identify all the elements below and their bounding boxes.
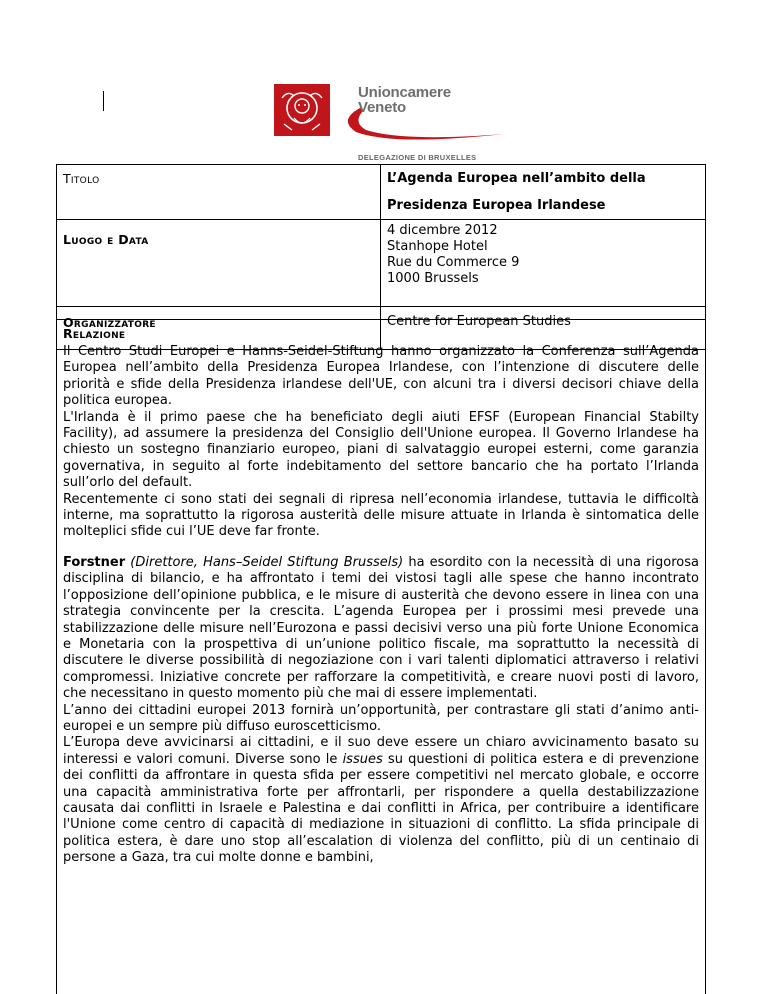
lion-emblem-icon	[274, 84, 330, 136]
organizzatore-label: Organizzatore	[63, 315, 156, 330]
organizzatore-value: Centre for European Studies	[387, 314, 571, 329]
unioncamere-logo	[274, 84, 477, 164]
speaker-name: Forstner	[63, 554, 126, 570]
row-titolo	[57, 165, 706, 220]
margin-mark	[103, 91, 104, 111]
paragraph-text: L’Europa deve avvicinarsi ai cittadini, e il suo deve essere un chiaro avvicinamento basato su interessi e valori comuni. Diverse sono le	[63, 735, 699, 767]
paragraph-text: ha esordito con la necessità di una rigorosa disciplina di bilancio, e ha affrontato i temi dei vistosi tagli alle spese che hanno incontrato l’opposizione dell’opinione pubblica, e le misure di austerità che devono essere in linea con una strategia convincente per la crescita. L’agenda Europea per i prossimi mesi prevede una stabilizzazione delle misure nell’Eurozona e passi decisivi verso una più forte Unione Economica e Monetaria con la prospettiva di un’unione politico fiscale, ma soprattutto la necessità di discutere le diverse possibilità di negoziazione con i vari talenti diplomatici attraverso i relativi compromessi. Iniziative concrete per rafforzare la competitività, e creare nuovi posti di lavoro, che necessitano in questo momento più che mai di essere implementati.	[63, 554, 699, 702]
luogo-label: Luogo e Data	[63, 232, 149, 247]
delegation-label: DELEGAZIONE DI BRUXELLES	[358, 153, 477, 162]
paragraph: Il Centro Studi Europei e Hanns-Seidel-Stiftung hanno organizzato la Conferenza sull’Agenda Europea nell’ambito della Presidenza Europea Irlandese, con l’intenzione di discutere delle priorità e sfide della Presidenza irlandese dell'UE, con alcuni tra i diversi decisori chiave della politica europea.	[63, 344, 699, 409]
paragraph-text: su questioni di politica estera e di prevenzione dei conflitti da affrontare in questa sfida per essere competitivi nel mercato globale, e occorre una capacità amministrativa forte per affrontarli, per rispondere a quella destabilizzazione causata dai conflitti in Israele e Palestina e dai conflitti in Africa, per contribuire a identificare l'Unione come centro di capacità di mediazione in situazioni di conflitto. La sfida principale di politica estera, è dare uno stop all’escalation di violenza del conflitto, più di un centinaio di persone a Gaza, tra cui molte donne e bambini,	[63, 751, 699, 866]
speaker-role: (Direttore, Hans–Seidel Stiftung Brussels)	[130, 554, 404, 570]
paragraph	[63, 735, 699, 866]
luogo-line: Rue du Commerce 9	[387, 255, 520, 270]
issues-term: issues	[342, 751, 383, 767]
luogo-line: 4 dicembre 2012	[387, 223, 498, 238]
titolo-label: Titolo	[63, 171, 100, 186]
relazione-heading: Relazione	[63, 326, 126, 341]
relazione-section	[56, 319, 706, 994]
titolo-line1: L’Agenda Europea nell’ambito della	[387, 171, 646, 186]
paragraph-forstner	[63, 555, 699, 703]
row-luogo	[57, 220, 706, 307]
paragraph: Recentemente ci sono stati dei segnali di ripresa nell’economia irlandese, tuttavia le difficoltà interne, ma soprattutto la rigorosa austerità delle misure attuate in Irlanda è sintomatica delle molteplici sfide cui l’UE deve far fronte.	[63, 491, 699, 540]
brand-name-line2: Veneto	[358, 99, 406, 116]
brand-name-line1: Unioncamere	[358, 84, 451, 101]
titolo-line2: Presidenza Europea Irlandese	[387, 198, 606, 213]
paragraph: L'Irlanda è il primo paese che ha beneficiato degli aiuti EFSF (European Financial Stabilty Facility), ad assumere la presidenza del Consiglio dell'Unione europea. Il Governo Irlandese ha chiesto un sostegno finanziario europeo, piani di salvataggio europei esterni, come garanzia governativa, in seguito al forte indebitamento del settore bancario che ha portato l’Irlanda sull’orlo del default.	[63, 409, 699, 491]
luogo-line: Stanhope Hotel	[387, 239, 488, 254]
luogo-line: 1000 Brussels	[387, 271, 479, 286]
paragraph: L’anno dei cittadini europei 2013 fornirà un’opportunità, per contrastare gli stati d’animo anti-europei e un sempre più diffuso euroscetticismo.	[63, 702, 699, 734]
